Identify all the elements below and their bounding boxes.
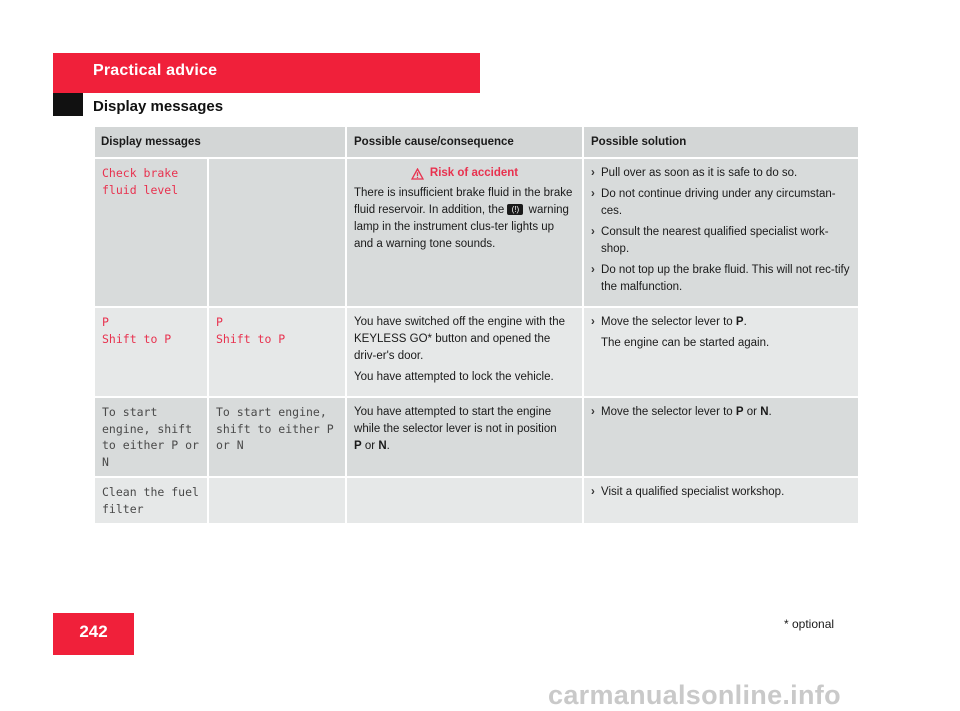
table-header-row [94, 126, 859, 158]
cause-text-part: There is insufficient brake fluid in the brake fluid reservoir. In addition, the [354, 187, 573, 216]
display-message-text-alt [208, 477, 346, 524]
display-message-text: Clean the fuel filter [94, 477, 208, 524]
table-row [94, 158, 859, 307]
table-row [94, 307, 859, 397]
solution-step: › Pull over as soon as it is safe to do so. [591, 165, 851, 182]
solution-cell [583, 397, 859, 477]
display-message-text-alt [208, 158, 346, 307]
page-number-box [53, 613, 134, 655]
page-subtitle: Display messages [93, 98, 224, 115]
solution-step: › Do not top up the brake fluid. This will not rec-tify the malfunction. [591, 264, 850, 293]
table-row [94, 397, 859, 477]
arrow-right-icon: › [591, 486, 595, 498]
arrow-right-icon: › [591, 406, 595, 418]
table-row [94, 477, 859, 524]
display-messages-table [93, 125, 860, 525]
cause-text-part: warning lamp in the instrument clus-ter lights up and a warning tone sounds. [354, 204, 569, 250]
footnote: * optional [784, 617, 835, 631]
column-header-possible-cause: Possible cause/consequence [346, 126, 583, 158]
warning-triangle-icon [411, 168, 424, 180]
solution-step: › Move the selector lever to P. [591, 314, 851, 331]
page-number: 242 [79, 622, 108, 641]
cause-cell [346, 158, 583, 307]
arrow-right-icon: › [591, 264, 595, 276]
solution-cell [583, 477, 859, 524]
warning-header [354, 165, 575, 182]
arrow-right-icon: › [591, 316, 595, 328]
solution-cell [583, 158, 859, 307]
solution-note: The engine can be started again. [601, 337, 770, 349]
display-message-text-alt: To start engine, shift to either P or N [208, 397, 346, 477]
cause-cell [346, 477, 583, 524]
solution-step: › Move the selector lever to P or N. [591, 404, 851, 421]
solution-cell [583, 307, 859, 397]
display-message-text: Check brake fluid level [94, 158, 208, 307]
column-header-display-messages: Display messages [94, 126, 346, 158]
display-message-text: To start engine, shift to either P or N [94, 397, 208, 477]
warning-title: Risk of accident [429, 167, 519, 179]
arrow-right-icon: › [591, 167, 595, 179]
cause-text: You have switched off the engine with the KEYLESS GO* button and opened the driv-er's door. [354, 316, 566, 362]
column-header-possible-solution: Possible solution [583, 126, 859, 158]
arrow-right-icon: › [591, 188, 595, 200]
arrow-right-icon: › [591, 226, 595, 238]
solution-step: › Visit a qualified specialist workshop. [591, 484, 851, 501]
cause-text: You have attempted to start the engine while the selector lever is not in position P or N. [354, 406, 557, 452]
section-tab-marker [53, 93, 83, 116]
brake-warning-lamp-icon: (!) [507, 204, 523, 215]
solution-step: › Consult the nearest qualified specialist work-shop. [591, 226, 829, 255]
cause-text [354, 185, 575, 253]
cause-cell [346, 397, 583, 477]
section-title: Practical advice [93, 62, 218, 79]
solution-step: › Do not continue driving under any circumstan-ces. [591, 188, 836, 217]
display-message-text-alt: P Shift to P [208, 307, 346, 397]
cause-text: You have attempted to lock the vehicle. [354, 371, 554, 383]
cause-cell [346, 307, 583, 397]
display-message-text: P Shift to P [94, 307, 208, 397]
watermark: carmanualsonline.info [548, 680, 841, 710]
